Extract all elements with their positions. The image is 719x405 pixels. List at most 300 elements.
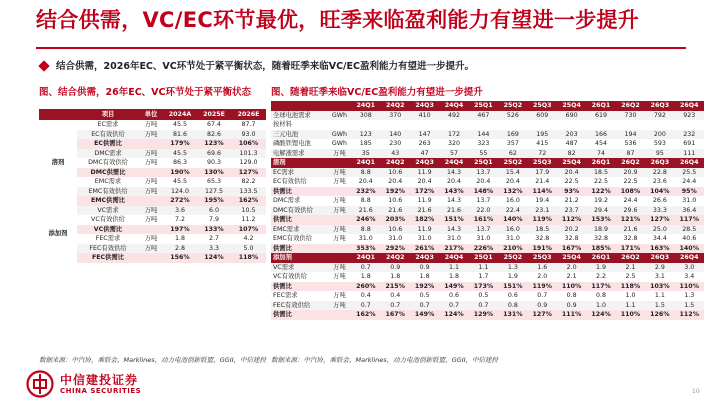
quarter-header: 24Q1	[351, 158, 380, 168]
value-cell: 0.9	[381, 263, 410, 273]
value-cell: 162%	[231, 196, 266, 206]
value-cell: 1.8	[419, 273, 430, 280]
value-cell: 2.1	[566, 273, 577, 280]
value-cell: 2.7	[208, 235, 219, 242]
value-cell: 18.5	[528, 225, 557, 235]
value-cell: 923	[675, 111, 704, 121]
value-cell: 34.4	[652, 235, 667, 242]
right-data-source: 数据来源：中汽协，乘联会，Marklines，动力电池创新联盟，GGII，中信建投	[271, 356, 499, 364]
table-row	[271, 187, 704, 197]
value-cell: 127%	[231, 168, 266, 178]
table-row	[271, 130, 704, 140]
value-cell: 0.8	[498, 301, 527, 311]
unit-cell: 万吨	[139, 244, 163, 254]
quarter-header: 25Q3	[528, 253, 557, 263]
quarter-header: 24Q4	[439, 101, 468, 111]
value-cell: 197%	[163, 225, 197, 235]
value-cell: 123	[351, 130, 380, 140]
value-cell: 10.6	[381, 168, 410, 178]
value-cell: 1.9	[586, 263, 615, 273]
row-label: EMC需求	[94, 178, 122, 185]
value-cell: 7.2	[174, 216, 185, 223]
value-cell: 2.0	[557, 263, 586, 273]
value-cell: 156%	[163, 253, 197, 263]
value-cell: 74	[586, 149, 615, 159]
value-cell: 0.7	[537, 292, 548, 299]
value-cell: 0.9	[557, 301, 586, 311]
value-cell	[439, 120, 468, 130]
value-cell: 10.5	[231, 206, 266, 216]
value-cell: 526	[498, 111, 527, 121]
value-cell: 23.6	[652, 178, 667, 185]
value-cell: 151%	[439, 215, 468, 225]
value-cell: 123%	[197, 139, 231, 149]
value-cell: 1.8	[449, 273, 460, 280]
value-cell: 13.7	[476, 197, 491, 204]
value-cell: 10.6	[381, 225, 410, 235]
row-label: 三元电池	[271, 130, 328, 140]
section-label: 溶剂	[271, 158, 328, 168]
row-label: EC有效供给	[273, 178, 307, 185]
value-cell: 161%	[469, 215, 498, 225]
unit-cell: 万吨	[328, 263, 351, 273]
value-cell: 10.6	[388, 197, 403, 204]
value-cell: 57	[439, 149, 468, 159]
value-cell: 172%	[410, 187, 439, 197]
supply-demand-quarterly-table	[271, 101, 704, 320]
group-label: 添加剂	[39, 206, 77, 263]
quarter-header: 26Q4	[675, 253, 704, 263]
table-row	[271, 225, 704, 235]
value-cell: 1.6	[528, 263, 557, 273]
value-cell: 415	[536, 140, 549, 147]
value-cell: 593	[653, 140, 666, 147]
row-label: DMC有效供给	[271, 206, 328, 216]
value-cell: 203	[557, 130, 586, 140]
value-cell: 3.3	[197, 244, 231, 254]
left-figure-caption: 图、结合供需，26年EC、VC环节处于紧平衡状态	[39, 87, 252, 98]
value-cell: 129%	[469, 310, 498, 320]
value-cell: 122%	[586, 187, 615, 197]
unit-cell: 万吨	[144, 178, 158, 185]
value-cell: 124%	[586, 310, 615, 320]
value-cell: 8.8	[360, 197, 371, 204]
row-label: EMC需求	[271, 225, 328, 235]
value-cell: 609	[528, 111, 557, 121]
quarter-header: 26Q1	[586, 101, 615, 111]
value-cell: 82.6	[197, 130, 231, 140]
value-cell: 357	[506, 140, 519, 147]
value-cell: 127%	[528, 310, 557, 320]
value-cell: 90.3	[206, 159, 222, 166]
value-cell: 454	[595, 140, 608, 147]
table-row	[271, 215, 704, 225]
table-row	[271, 301, 704, 311]
company-logo-text: 中信建投证券	[60, 373, 139, 387]
row-label: VC供需比	[77, 225, 139, 235]
row-label: 供需比	[271, 244, 328, 254]
value-cell: 5.0	[231, 244, 266, 254]
value-cell: 3.6	[163, 206, 197, 216]
value-cell: 31.0	[417, 235, 432, 242]
column-header-blank	[39, 109, 77, 120]
value-cell: 20.9	[616, 168, 645, 178]
table-row	[271, 196, 704, 206]
value-cell: 21.6	[439, 206, 468, 216]
value-cell: 129.0	[239, 159, 258, 166]
value-cell: 191%	[528, 244, 557, 254]
row-label: DMC需求	[77, 149, 139, 159]
value-cell: 173%	[469, 282, 498, 292]
unit-cell: 万吨	[328, 149, 351, 159]
value-cell: 144	[469, 130, 498, 140]
value-cell: 21.2	[564, 197, 579, 204]
value-cell: 20.4	[476, 178, 491, 185]
unit-cell	[328, 158, 351, 168]
table-row	[39, 120, 266, 130]
value-cell: 3.4	[684, 273, 695, 280]
quarter-header: 25Q2	[498, 158, 527, 168]
value-cell: 140	[381, 130, 410, 140]
value-cell: 1.1	[469, 263, 498, 273]
value-cell: 217%	[439, 244, 468, 254]
value-cell: 14.3	[439, 225, 468, 235]
value-cell: 32.8	[623, 235, 638, 242]
quarter-header: 25Q4	[557, 158, 586, 168]
value-cell: 36.4	[675, 206, 704, 216]
page-title: 结合供需，VC/EC环节最优，旺季来临盈利能力有望进一步提升	[36, 8, 640, 32]
value-cell: 22.5	[594, 178, 609, 185]
value-cell: 21.6	[381, 206, 410, 216]
value-cell: 0.4	[360, 292, 371, 299]
section-label	[271, 101, 328, 111]
value-cell: 124%	[439, 310, 468, 320]
supply-demand-annual-table	[39, 109, 266, 263]
value-cell: 200	[645, 130, 674, 140]
row-label: 供需比	[271, 215, 328, 225]
unit-cell: 万吨	[333, 235, 346, 242]
quarter-header: 25Q4	[557, 101, 586, 111]
value-cell: 82	[557, 149, 586, 159]
table-row	[271, 272, 704, 282]
value-cell: 0.9	[410, 263, 439, 273]
value-cell: 467	[469, 111, 498, 121]
value-cell: 0.9	[528, 301, 557, 311]
value-cell: 20.2	[557, 225, 586, 235]
value-cell: 103%	[645, 282, 674, 292]
table-row	[271, 168, 704, 178]
value-cell: 492	[439, 111, 468, 121]
value-cell: 172	[439, 130, 468, 140]
value-cell: 143%	[439, 187, 468, 197]
value-cell: 320	[448, 140, 461, 147]
value-cell: 0.7	[469, 301, 498, 311]
value-cell	[557, 120, 586, 130]
row-label: EC需求	[271, 168, 328, 178]
unit-cell: 万吨	[333, 197, 346, 204]
value-cell: 292%	[381, 244, 410, 254]
value-cell: 215%	[381, 282, 410, 292]
value-cell	[498, 120, 527, 130]
value-cell: 192%	[410, 282, 439, 292]
value-cell: 28.5	[675, 225, 704, 235]
value-cell: 232%	[351, 187, 380, 197]
value-cell: 166	[586, 130, 615, 140]
value-cell: 3.0	[675, 263, 704, 273]
value-cell: 82.2	[241, 178, 256, 185]
value-cell: 45.5	[163, 149, 197, 159]
value-cell: 192%	[381, 187, 410, 197]
value-cell: 124%	[197, 253, 231, 263]
unit-cell	[328, 282, 351, 292]
value-cell: 45.5	[172, 121, 188, 128]
value-cell: 1.7	[478, 273, 489, 280]
value-cell: 20.4	[388, 178, 403, 185]
unit-cell: 万吨	[328, 301, 351, 311]
value-cell: 31.0	[358, 235, 373, 242]
unit-cell	[328, 101, 351, 111]
value-cell: 1.9	[507, 273, 518, 280]
row-label: EC供需比	[77, 139, 139, 149]
row-label: 电解液需求	[271, 149, 328, 159]
table-row	[271, 263, 704, 273]
section-label: 添加剂	[271, 253, 328, 263]
value-cell: 22.8	[645, 168, 674, 178]
value-cell: 127.5	[197, 187, 231, 197]
value-cell: 20.4	[505, 178, 520, 185]
value-cell: 323	[477, 140, 490, 147]
unit-cell: GWh	[328, 111, 351, 121]
value-cell: 0.8	[566, 292, 577, 299]
unit-cell: 万吨	[144, 121, 158, 128]
unit-cell: 万吨	[139, 130, 163, 140]
value-cell: 26.6	[652, 197, 667, 204]
value-cell: 72	[528, 149, 557, 159]
row-label: 按材料	[273, 121, 292, 128]
quarter-header: 24Q3	[410, 253, 439, 263]
table-row	[271, 206, 704, 216]
value-cell: 370	[381, 111, 410, 121]
column-header: 2025E	[197, 109, 231, 120]
quarter-header: 24Q4	[439, 158, 468, 168]
unit-cell	[328, 253, 351, 263]
value-cell	[645, 120, 674, 130]
row-label: EC有效供给	[77, 130, 139, 140]
value-cell: 20.4	[447, 178, 462, 185]
row-label: DMC供需比	[77, 168, 139, 178]
table-row	[271, 291, 704, 301]
value-cell: 0.7	[351, 263, 380, 273]
value-cell: 33.3	[645, 206, 674, 216]
unit-cell: 万吨	[333, 273, 346, 280]
value-cell: 13.7	[469, 225, 498, 235]
diamond-bullet-icon	[38, 60, 49, 71]
row-label: VC有效供给	[273, 273, 307, 280]
value-cell: 185%	[586, 244, 615, 254]
quarter-header: 26Q2	[616, 158, 645, 168]
row-label: FEC需求	[273, 292, 298, 299]
value-cell: 0.6	[507, 292, 518, 299]
value-cell: 1.0	[586, 301, 615, 311]
value-cell: 1.5	[645, 301, 674, 311]
value-cell: 0.4	[390, 292, 401, 299]
value-cell: 308	[351, 111, 380, 121]
value-cell: 43	[381, 149, 410, 159]
value-cell	[351, 120, 380, 130]
unit-cell: 万吨	[328, 168, 351, 178]
value-cell: 163%	[645, 244, 674, 254]
quarter-header: 26Q3	[645, 253, 674, 263]
value-cell: 62	[498, 149, 527, 159]
value-cell: 792	[645, 111, 674, 121]
value-cell	[381, 120, 410, 130]
unit-cell: 万吨	[333, 178, 346, 185]
value-cell: 110%	[675, 282, 704, 292]
value-cell: 8.8	[351, 168, 380, 178]
value-cell: 25.5	[675, 168, 704, 178]
unit-cell	[328, 244, 351, 254]
left-data-source: 数据来源：中汽协，乘联会，Marklines，动力电池创新联盟，GGII，中信建投	[39, 356, 267, 364]
value-cell: 31.0	[447, 235, 462, 242]
quarter-header: 24Q1	[351, 101, 380, 111]
value-cell: 1.1	[616, 301, 645, 311]
value-cell: 0.7	[439, 301, 468, 311]
unit-cell	[328, 310, 351, 320]
value-cell: 4.2	[243, 235, 254, 242]
quarter-header: 26Q2	[616, 101, 645, 111]
column-header: 2026E	[231, 109, 266, 120]
quarter-header: 24Q1	[351, 253, 380, 263]
value-cell: 133%	[197, 225, 231, 235]
value-cell: 1.3	[684, 292, 695, 299]
value-cell: 1.8	[360, 273, 371, 280]
column-header: 项目	[77, 109, 139, 120]
value-cell: 0.6	[449, 292, 460, 299]
value-cell: 111%	[557, 310, 586, 320]
company-logo-english: CHINA SECURITIES	[60, 387, 142, 395]
quarter-header: 25Q3	[528, 158, 557, 168]
value-cell: 210%	[498, 244, 527, 254]
value-cell: 133.5	[231, 187, 266, 197]
value-cell: 87	[616, 149, 645, 159]
unit-cell: 万吨	[333, 292, 346, 299]
summary-text: 结合供需，2026年EC、VC环节处于紧平衡状态，随着旺季来临VC/EC盈利能力有望进一步提升。	[56, 61, 474, 72]
value-cell: 16.0	[498, 225, 527, 235]
value-cell: 107%	[231, 225, 266, 235]
value-cell: 260%	[351, 282, 380, 292]
quarter-header: 25Q2	[498, 101, 527, 111]
value-cell	[528, 120, 557, 130]
value-cell: 121%	[616, 215, 645, 225]
row-label: DMC需求	[273, 197, 301, 204]
value-cell: 19.4	[535, 197, 550, 204]
value-cell: 24.4	[623, 197, 638, 204]
unit-cell: 万吨	[144, 216, 158, 223]
value-cell: 16.0	[505, 197, 520, 204]
value-cell: 147	[410, 130, 439, 140]
quarter-header: 25Q1	[469, 101, 498, 111]
value-cell: 11.9	[417, 197, 432, 204]
quarter-header: 25Q2	[498, 253, 527, 263]
value-cell: 0.5	[419, 292, 430, 299]
value-cell: 112%	[675, 310, 704, 320]
value-cell: 148%	[469, 187, 498, 197]
value-cell: 185	[359, 140, 372, 147]
value-cell: 87.7	[241, 121, 256, 128]
page-number: 10	[692, 388, 700, 395]
value-cell: 110%	[616, 310, 645, 320]
value-cell: 20.4	[557, 168, 586, 178]
quarter-header: 24Q3	[410, 158, 439, 168]
value-cell: 194	[616, 130, 645, 140]
row-label: EMC有效供给	[273, 235, 312, 242]
value-cell: 110%	[557, 282, 586, 292]
value-cell: 11.9	[410, 225, 439, 235]
value-cell: 195	[528, 130, 557, 140]
quarter-header: 26Q1	[586, 158, 615, 168]
value-cell	[675, 120, 704, 130]
value-cell: 127%	[645, 215, 674, 225]
value-cell: 536	[624, 140, 637, 147]
value-cell: 45.5	[172, 178, 188, 185]
value-cell: 21.6	[410, 206, 439, 216]
value-cell: 179%	[163, 139, 197, 149]
value-cell: 11.2	[241, 216, 256, 223]
value-cell: 65.3	[206, 178, 222, 185]
value-cell: 119%	[528, 215, 557, 225]
unit-cell: 万吨	[144, 235, 158, 242]
value-cell: 1.0	[625, 292, 636, 299]
unit-cell	[139, 168, 163, 178]
value-cell: 22.5	[564, 178, 579, 185]
quarter-header: 25Q1	[469, 253, 498, 263]
value-cell: 131%	[498, 310, 527, 320]
value-cell: 118%	[231, 253, 266, 263]
value-cell	[616, 120, 645, 130]
row-label: FEC供需比	[77, 253, 139, 263]
row-label: EMC供需比	[77, 196, 139, 206]
value-cell: 1.1	[439, 263, 468, 273]
value-cell: 0.7	[351, 301, 380, 311]
value-cell: 353%	[351, 244, 380, 254]
value-cell: 730	[616, 111, 645, 121]
value-cell: 119%	[528, 282, 557, 292]
unit-cell: 万吨	[328, 206, 351, 216]
value-cell: 29.6	[616, 206, 645, 216]
value-cell: 86.3	[172, 159, 188, 166]
value-cell: 117%	[675, 215, 704, 225]
unit-cell	[139, 139, 163, 149]
value-cell: 13.7	[469, 168, 498, 178]
value-cell: 95	[645, 149, 674, 159]
quarter-header: 24Q2	[381, 101, 410, 111]
value-cell: 126%	[645, 310, 674, 320]
unit-cell	[139, 225, 163, 235]
value-cell: 124.0	[163, 187, 197, 197]
quarter-header: 25Q4	[557, 253, 586, 263]
value-cell: 2.0	[537, 273, 548, 280]
value-cell: 14.3	[439, 168, 468, 178]
table-row	[271, 310, 704, 320]
value-cell: 1.5	[675, 301, 704, 311]
quarter-header: 24Q2	[381, 158, 410, 168]
value-cell: 18.5	[586, 168, 615, 178]
table-header-row	[39, 109, 266, 120]
value-cell: 226%	[469, 244, 498, 254]
value-cell: 6.0	[197, 206, 231, 216]
value-cell	[469, 120, 498, 130]
value-cell: 22.5	[623, 178, 638, 185]
